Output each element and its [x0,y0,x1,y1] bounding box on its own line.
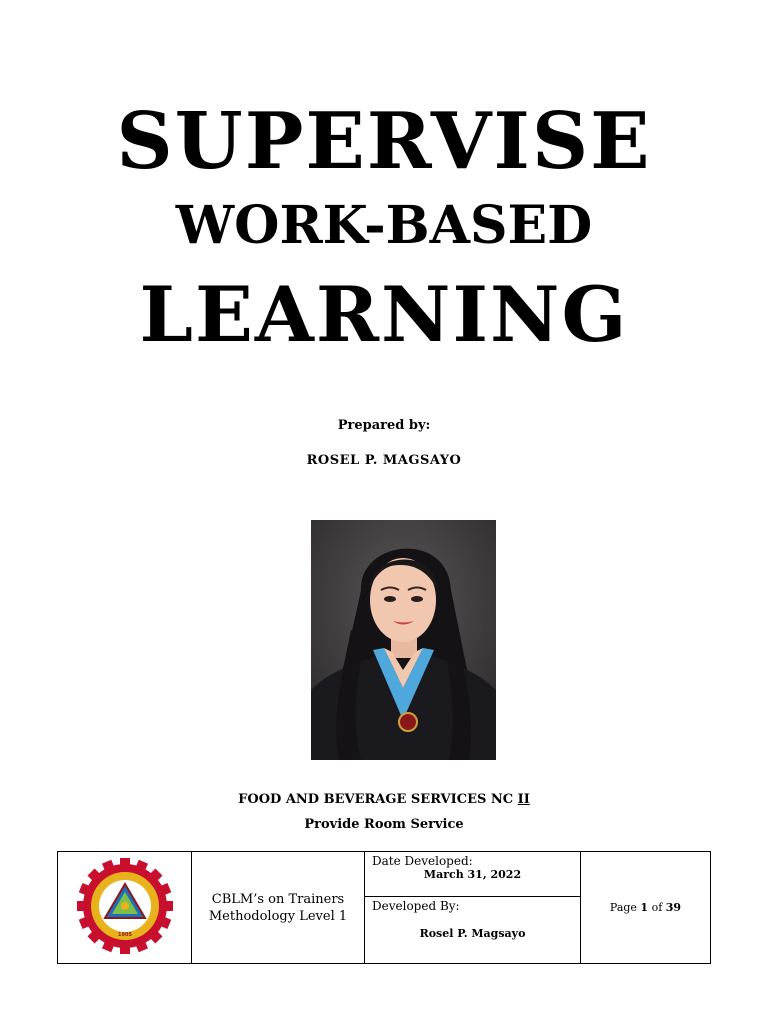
course-level: II [517,792,530,807]
page-current: 1 [640,901,649,914]
date-developed-label: Date Developed: [372,854,473,868]
page-number-cell [581,852,711,964]
seal-year: 1905 [117,931,132,938]
developed-by-box [365,897,580,963]
title-work-based: WORK-BASED [175,195,593,256]
page-prefix: Page [609,901,641,914]
developed-by-label: Developed By: [372,899,460,913]
logo-cell [58,852,192,964]
unit-title: Provide Room Service [304,817,464,832]
methodology-cell [192,852,365,964]
developed-by-value: Rosel P. Magsayo [419,927,526,940]
methodology-line-2: Methodology Level 1 [208,908,348,924]
page-total: 39 [665,901,682,914]
title-learning: LEARNING [139,270,629,359]
methodology-line-1: CBLM’s on Trainers [211,891,345,907]
date-developed-value: March 31, 2022 [423,868,522,881]
title-supervise: SUPERVISE [116,96,652,187]
author-photo [311,520,496,760]
course-title [0,792,768,807]
development-info-cell [365,852,581,964]
document-footer-table [57,851,711,964]
date-developed-box [365,852,580,897]
prepared-by-label: Prepared by: [337,418,431,433]
course-title-text: FOOD AND BEVERAGE SERVICES NC [238,792,518,807]
page-sep: of [648,901,666,914]
author-name: ROSEL P. MAGSAYO [306,453,462,468]
university-seal-icon [75,856,175,956]
